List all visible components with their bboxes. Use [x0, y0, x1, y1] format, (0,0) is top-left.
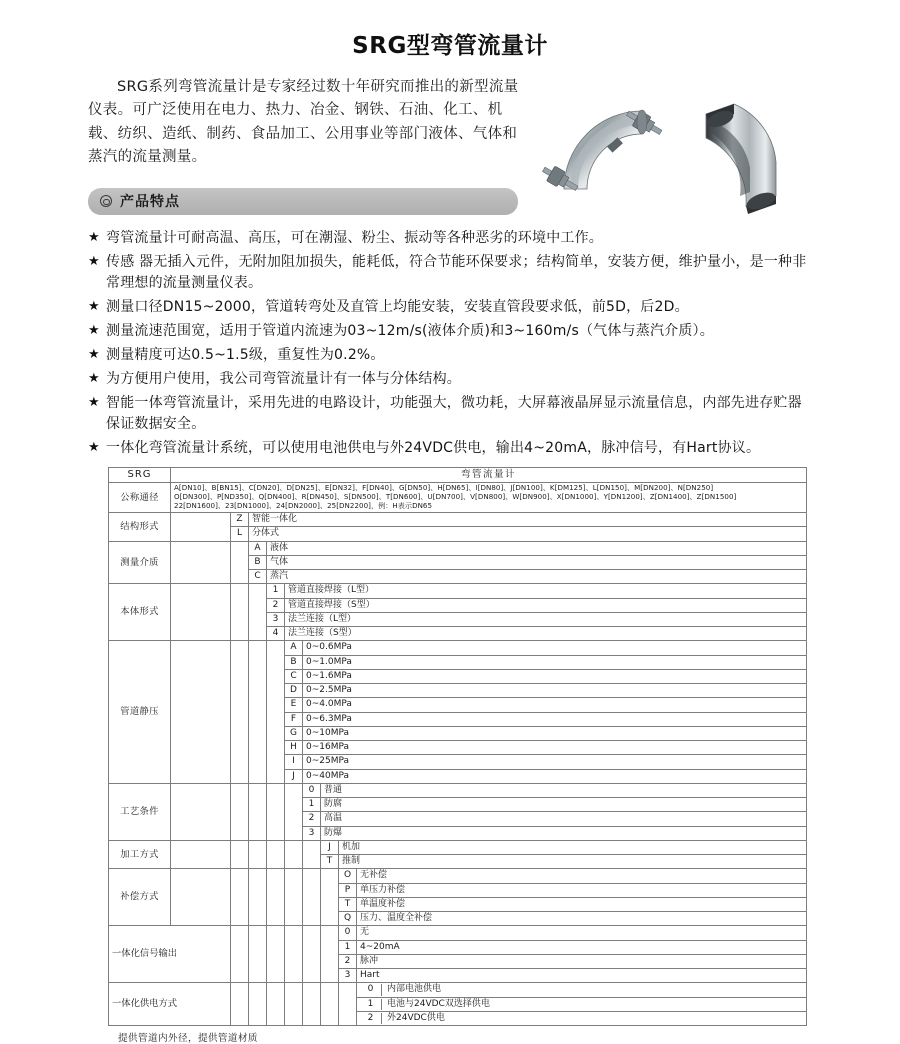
option-code: 0: [360, 984, 382, 995]
row-label: 测量介质: [109, 541, 171, 584]
option-desc: 脉冲: [357, 954, 807, 968]
spacer-cell: [321, 926, 339, 983]
list-item: [88, 252, 808, 294]
row-label: 本体形式: [109, 584, 171, 641]
feature-text: 测量口径DN15~2000，管道转弯处及直管上均能安装，安装直管段要求低，前5D，后2D。: [106, 298, 689, 315]
list-item: [88, 345, 808, 366]
option-desc: 0~6.3MPa: [303, 712, 807, 726]
table-row-signal-output: [109, 926, 807, 940]
dn-line: 22[DN1600]、23[DN1000]、24[DN2000]、25[DN2200]，例：H表示DN65: [174, 501, 433, 511]
spacer-cell: [249, 840, 267, 869]
table-row-process-condition: [109, 783, 807, 797]
option-code: A: [285, 641, 303, 655]
option-desc: 0~40MPa: [303, 769, 807, 783]
spacer-cell: [285, 983, 303, 1026]
product-photos: [538, 84, 798, 219]
option-code: 3: [339, 969, 357, 983]
option-desc: 4~20mA: [357, 940, 807, 954]
option-desc: 0~1.6MPa: [303, 669, 807, 683]
feature-text: 弯管流量计可耐高温、高压，可在潮湿、粉尘、振动等各种恶劣的环境中工作。: [106, 229, 603, 246]
table-row-power-supply: [109, 983, 807, 997]
spacer-cell: [339, 983, 357, 1026]
option-desc: 0~0.6MPa: [303, 641, 807, 655]
table-row-nominal-diameter: [109, 483, 807, 513]
star-icon: ★: [88, 439, 100, 455]
table-row-structure-form: [109, 513, 807, 527]
spacer-cell: [231, 926, 249, 983]
spacer-cell: [303, 869, 321, 926]
option-code: 0: [303, 783, 321, 797]
spacer-cell: [231, 840, 249, 869]
section-title: 产品特点: [120, 194, 180, 211]
option-desc: 蒸汽: [267, 570, 807, 584]
spacer-cell: [231, 783, 249, 840]
option-desc: 防腐: [321, 798, 807, 812]
row-label: 一体化信号输出: [109, 926, 231, 983]
spacer-cell: [321, 983, 339, 1026]
power-option: [357, 983, 807, 997]
option-desc: 气体: [267, 555, 807, 569]
table-row-medium: [109, 541, 807, 555]
spacer-cell: [249, 983, 267, 1026]
star-icon: ★: [88, 322, 100, 338]
option-desc: 防爆: [321, 826, 807, 840]
option-desc: 法兰连接（L型）: [285, 612, 807, 626]
option-code: Z: [231, 513, 249, 527]
option-desc: 外24VDC供电: [387, 1012, 445, 1023]
option-code: Q: [339, 912, 357, 926]
spacer-cell: [303, 926, 321, 983]
spacer-cell: [321, 869, 339, 926]
option-code: J: [321, 840, 339, 854]
intro-paragraph: SRG系列弯管流量计是专家经过数十年研究而推出的新型流量仪表。可广泛使用在电力、热力、冶金、钢铁、石油、化工、机载、纺织、造纸、制药、食品加工、公用事业等部门液体、气体和蒸汽的流量测量。: [88, 79, 519, 166]
option-code: 2: [303, 812, 321, 826]
list-item: [88, 228, 808, 249]
section-header-product-features: [88, 188, 518, 215]
option-code: 3: [303, 826, 321, 840]
option-code: F: [285, 712, 303, 726]
spacer-cell: [231, 983, 249, 1026]
row-label: 结构形式: [109, 513, 171, 542]
feature-text: 智能一体弯管流量计，采用先进的电路设计，功能强大，微功耗，大屏幕液晶屏显示流量信息，内部先进存贮器保证数据安全。: [106, 394, 802, 432]
features-list: [88, 228, 808, 459]
spacer-cell: [171, 513, 231, 542]
option-code: P: [339, 883, 357, 897]
list-item: [88, 321, 808, 342]
spacer-cell: [231, 541, 249, 584]
list-item: [88, 369, 808, 390]
spacer-cell: [267, 783, 285, 840]
option-code: B: [249, 555, 267, 569]
option-code: G: [285, 726, 303, 740]
star-icon: ★: [88, 298, 100, 314]
list-item: [88, 297, 808, 318]
star-icon: ★: [88, 394, 100, 410]
option-desc: 分体式: [249, 527, 807, 541]
option-desc: 推制: [339, 855, 807, 869]
list-item: [88, 393, 808, 435]
row-label: 工艺条件: [109, 783, 171, 840]
spacer-cell: [231, 584, 249, 641]
spacer-cell: [249, 641, 267, 784]
option-desc: 普通: [321, 783, 807, 797]
option-desc: 单压力补偿: [357, 883, 807, 897]
spacer-cell: [303, 983, 321, 1026]
spacer-cell: [249, 869, 267, 926]
option-desc: 高温: [321, 812, 807, 826]
option-desc: 压力、温度全补偿: [357, 912, 807, 926]
option-desc: 管道直接焊接（L型）: [285, 584, 807, 598]
power-option: [357, 1011, 807, 1025]
option-desc: 0~25MPa: [303, 755, 807, 769]
option-desc: 0~16MPa: [303, 741, 807, 755]
spacer-cell: [249, 584, 267, 641]
option-code: E: [285, 698, 303, 712]
spacer-cell: [285, 840, 303, 869]
model-code-cell: SRG: [109, 467, 171, 483]
option-desc: 管道直接焊接（S型）: [285, 598, 807, 612]
option-code: D: [285, 684, 303, 698]
spacer-cell: [285, 869, 303, 926]
option-code: 0: [339, 926, 357, 940]
option-code: O: [339, 869, 357, 883]
table-row-compensation: [109, 869, 807, 883]
model-selection-table: [108, 467, 807, 1026]
row-label: 加工方式: [109, 840, 171, 869]
spacer-cell: [171, 584, 231, 641]
spacer-cell: [249, 783, 267, 840]
option-code: 2: [360, 1013, 382, 1024]
feature-text: 测量精度可达0.5~1.5级，重复性为0.2%。: [106, 346, 385, 363]
row-label: 一体化供电方式: [109, 983, 231, 1026]
table-row-static-pressure: [109, 641, 807, 655]
option-desc: 机加: [339, 840, 807, 854]
dn-line: O[DN300]、P[ND350]、Q[DN400]、R[DN450]、S[DN500]、T[DN600]、U[DN700]、V[DN800]、W[DN900]、X[DN1000]、Y[DN1200]、Z[DN1400]、Z[DN1500]: [174, 492, 737, 502]
double-circle-icon: [100, 195, 112, 207]
option-code: L: [231, 527, 249, 541]
star-icon: ★: [88, 370, 100, 386]
spacer-cell: [285, 926, 303, 983]
spacer-cell: [171, 541, 231, 584]
power-option: [357, 997, 807, 1011]
row-label: 管道静压: [109, 641, 171, 784]
spacer-cell: [171, 641, 231, 784]
nominal-diameter-values: [171, 483, 807, 513]
option-code: 1: [339, 940, 357, 954]
option-code: 2: [267, 598, 285, 612]
option-code: J: [285, 769, 303, 783]
option-desc: 0~1.0MPa: [303, 655, 807, 669]
option-code: B: [285, 655, 303, 669]
spacer-cell: [171, 840, 231, 869]
spacer-cell: [267, 869, 285, 926]
feature-text: 一体化弯管流量计系统，可以使用电池供电与外24VDC供电，输出4~20mA，脉冲信号，有Hart协议。: [106, 439, 761, 456]
option-code: T: [339, 897, 357, 911]
spacer-cell: [267, 641, 285, 784]
row-label: 公称通径: [109, 483, 171, 513]
option-code: 4: [267, 627, 285, 641]
option-code: C: [249, 570, 267, 584]
table-row-body-form: [109, 584, 807, 598]
option-code: 1: [303, 798, 321, 812]
spacer-cell: [231, 641, 249, 784]
option-desc: 内部电池供电: [387, 984, 442, 995]
spacer-cell: [171, 869, 231, 926]
list-item: [88, 438, 808, 459]
option-code: 2: [339, 954, 357, 968]
option-code: C: [285, 669, 303, 683]
intro-section: [0, 76, 900, 170]
star-icon: ★: [88, 346, 100, 362]
option-code: 3: [267, 612, 285, 626]
spacer-cell: [267, 983, 285, 1026]
model-name-cell: 弯管流量计: [171, 467, 807, 483]
spacer-cell: [267, 840, 285, 869]
page-title: SRG型弯管流量计: [352, 33, 548, 59]
option-desc: 单温度补偿: [357, 897, 807, 911]
spacer-cell: [303, 840, 321, 869]
option-code: T: [321, 855, 339, 869]
option-desc: 无: [357, 926, 807, 940]
option-desc: 电池与24VDC双选择供电: [387, 998, 490, 1009]
spacer-cell: [267, 926, 285, 983]
option-desc: Hart: [357, 969, 807, 983]
option-desc: 无补偿: [357, 869, 807, 883]
star-icon: ★: [88, 253, 100, 269]
option-code: 1: [360, 999, 382, 1010]
dn-line: A[DN10]、B[BN15]、C[DN20]、D[DN25]、E[DN32]、F[DN40]、G[DN50]、H[DN65]、I[DN80]、J[DN100]、K[DM125]、L[DN150]、M[DN200]、N[DN250]: [174, 483, 714, 493]
option-desc: 0~4.0MPa: [303, 698, 807, 712]
option-desc: 法兰连接（S型）: [285, 627, 807, 641]
feature-text: 传感 器无插入元件，无附加阻加损失，能耗低，符合节能环保要求；结构简单，安装方便，维护量小，是一种非常理想的流量测量仪表。: [106, 253, 807, 291]
feature-text: 测量流速范围宽，适用于管道内流速为03~12m/s(液体介质)和3~160m/s（气体与蒸汽介质）。: [106, 322, 714, 339]
elbow-flowmeter-image: [538, 84, 798, 219]
table-footnote: 提供管道内外径，提供管道材质: [118, 1033, 258, 1044]
spacer-cell: [285, 783, 303, 840]
option-desc: 液体: [267, 541, 807, 555]
spacer-cell: [249, 926, 267, 983]
feature-text: 为方便用户使用，我公司弯管流量计有一体与分体结构。: [106, 370, 461, 387]
option-desc: 0~10MPa: [303, 726, 807, 740]
table-row-model: [109, 467, 807, 483]
spacer-cell: [231, 869, 249, 926]
option-code: 1: [267, 584, 285, 598]
option-code: A: [249, 541, 267, 555]
row-label: 补偿方式: [109, 869, 171, 926]
star-icon: ★: [88, 229, 100, 245]
option-desc: 智能一体化: [249, 513, 807, 527]
option-code: H: [285, 741, 303, 755]
spacer-cell: [171, 783, 231, 840]
table-row-processing-method: [109, 840, 807, 854]
option-code: I: [285, 755, 303, 769]
option-desc: 0~2.5MPa: [303, 684, 807, 698]
